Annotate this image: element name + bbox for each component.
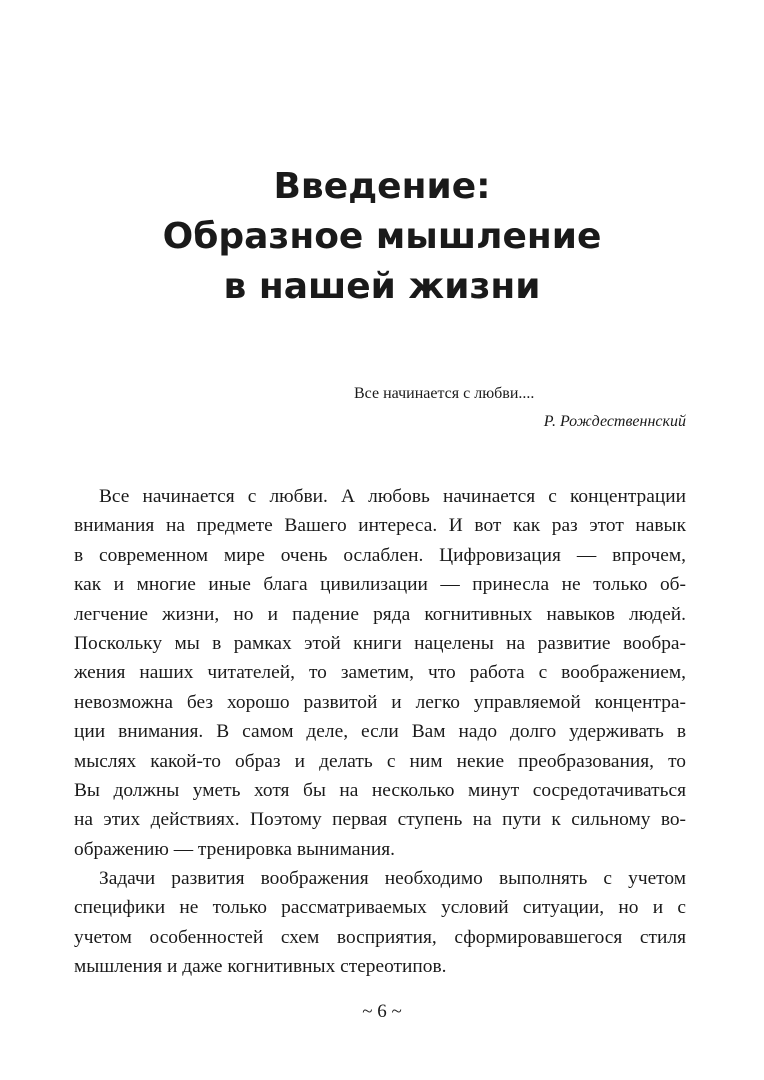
body-line: Поскольку мы в рамках этой книги нацелены на развитие вообра- [74, 632, 686, 654]
body-line: Вы должны уметь хотя бы на несколько минут сосредотачиваться [74, 779, 686, 801]
body-line: ображению — тренировка вынимания. [74, 838, 396, 860]
body-line: учетом особенностей схем восприятия, сформировавшегося стиля [74, 926, 686, 948]
body-line: легчение жизни, но и падение ряда когнитивных навыков людей. [74, 603, 686, 625]
body-line: как и многие иные блага цивилизации — принесла не только об- [74, 574, 686, 596]
epigraph [354, 380, 686, 436]
chapter-title-line-3: в нашей жизни [223, 266, 541, 308]
epigraph-author: Р. Рождественнский [543, 413, 686, 430]
body-line: Все начинается с любви. А любовь начинается с концентрации [99, 486, 686, 507]
body-line: невозможна без хорошо развитой и легко управляемой концентра- [74, 691, 686, 713]
body-line: специфики не только рассматриваемых условий ситуации, но и с [74, 897, 686, 919]
body-line: мышления и даже когнитивных стереотипов. [74, 956, 447, 978]
body-line: Задачи развития воображения необходимо выполнять с учетом [99, 868, 686, 890]
chapter-title-line-2: Образное мышление [162, 216, 602, 258]
chapter-title [60, 162, 704, 312]
page-number: ~ 6 ~ [362, 1001, 402, 1022]
body-text [74, 482, 686, 982]
body-line: внимания на предмете Вашего интереса. И вот как раз этот навык [74, 515, 686, 537]
body-line: мыслях какой-то образ и делать с ним некие преобразования, то [74, 750, 686, 772]
epigraph-quote: Все начинается с любви.... [354, 385, 535, 402]
body-line: жения наших читателей, то заметим, что работа с воображением, [74, 662, 686, 684]
body-line: на этих действиях. Поэтому первая ступень на пути к сильному во- [74, 809, 686, 831]
body-line: ции внимания. В самом деле, если Вам надо долго удерживать в [74, 721, 686, 743]
body-line: в современном мире очень ослаблен. Цифровизация — впрочем, [74, 544, 686, 566]
chapter-title-line-1: Введение: [273, 166, 491, 208]
